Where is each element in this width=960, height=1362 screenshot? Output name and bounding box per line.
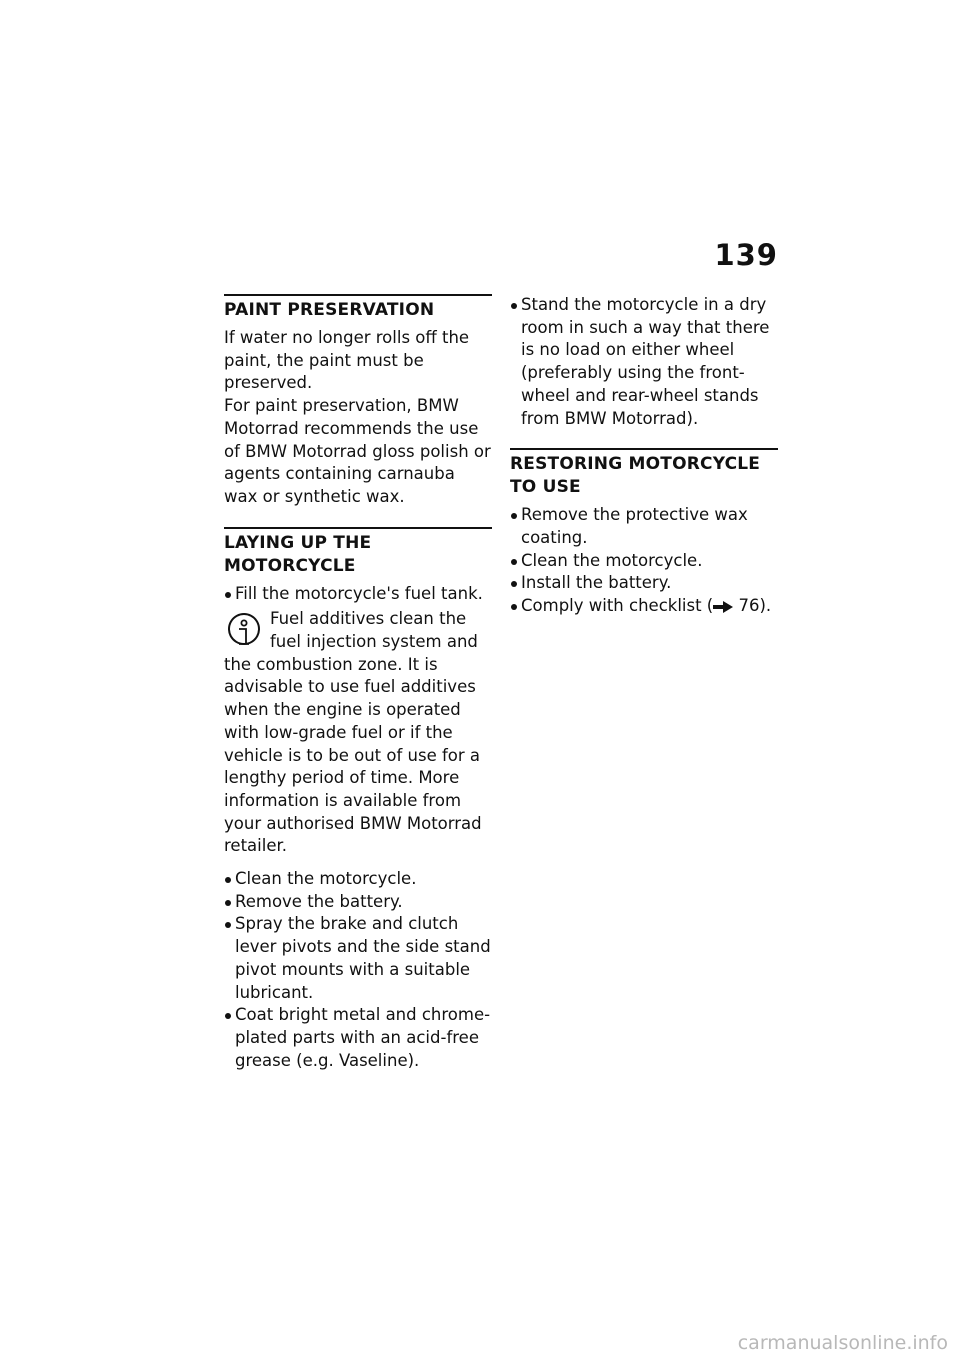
arrow-reference-icon [713,601,733,613]
list-item: Fill the motorcycle's fuel tank. [224,583,492,606]
section-rule [510,448,778,450]
paragraph: For paint preservation, BMW Motorrad recommends the use of BMW Motorrad gloss polish or agents containing carnauba wax or synthetic wax. [224,396,491,506]
paragraph: If water no longer rolls off the paint, the paint must be preserved. [224,328,470,393]
list-item: Spray the brake and clutch lever pivots and the side stand pivot mounts with a suitable lubricant. [224,913,492,1004]
page-number: 139 [714,238,778,272]
list-item: Install the battery. [510,572,778,595]
note-text: Fuel additives clean the fuel injection system and the combustion zone. It is advisable to use fuel additives when the engine is operated with low-grade fuel or if the vehicle is to be out of use for a lengthy period of time. More information is available from your authorised BMW Motorrad retailer. [224,609,482,856]
left-column [224,294,492,1090]
list-item: Clean the motorcycle. [224,868,492,891]
bullet-list [510,504,778,618]
list-item: Coat bright metal and chrome-plated parts with an acid-free grease (e.g. Vaseline). [224,1004,492,1072]
checklist-suffix: ). [759,596,772,616]
list-item: Clean the motorcycle. [510,550,778,573]
checklist-prefix: Comply with checklist ( [521,596,714,616]
info-icon [226,612,262,652]
section-laying-up-continued [510,294,778,430]
checklist-page-link[interactable]: 76 [738,596,760,616]
list-item: Stand the motorcycle in a dry room in such a way that there is no load on either wheel (preferably using the front-wheel and rear-wheel stands from BMW Motorrad). [510,294,778,430]
bullet-list [224,868,492,1072]
section-laying-up [224,527,492,1073]
bullet-list [224,583,492,606]
section-paint-preservation [224,294,492,509]
list-item: Remove the protective wax coating. [510,504,778,549]
list-item: Remove the battery. [224,891,492,914]
section-rule [224,527,492,529]
section-heading: RESTORING MOTORCYCLE TO USE [510,454,761,498]
section-heading: LAYING UP THE MOTORCYCLE [224,532,372,576]
right-column [510,294,778,636]
list-item-checklist [510,595,778,618]
section-restoring [510,448,778,618]
info-note [224,608,492,858]
section-heading: PAINT PRESERVATION [224,300,435,320]
bullet-list [510,294,778,430]
section-rule [224,294,492,296]
watermark: carmanualsonline.info [737,1332,948,1354]
